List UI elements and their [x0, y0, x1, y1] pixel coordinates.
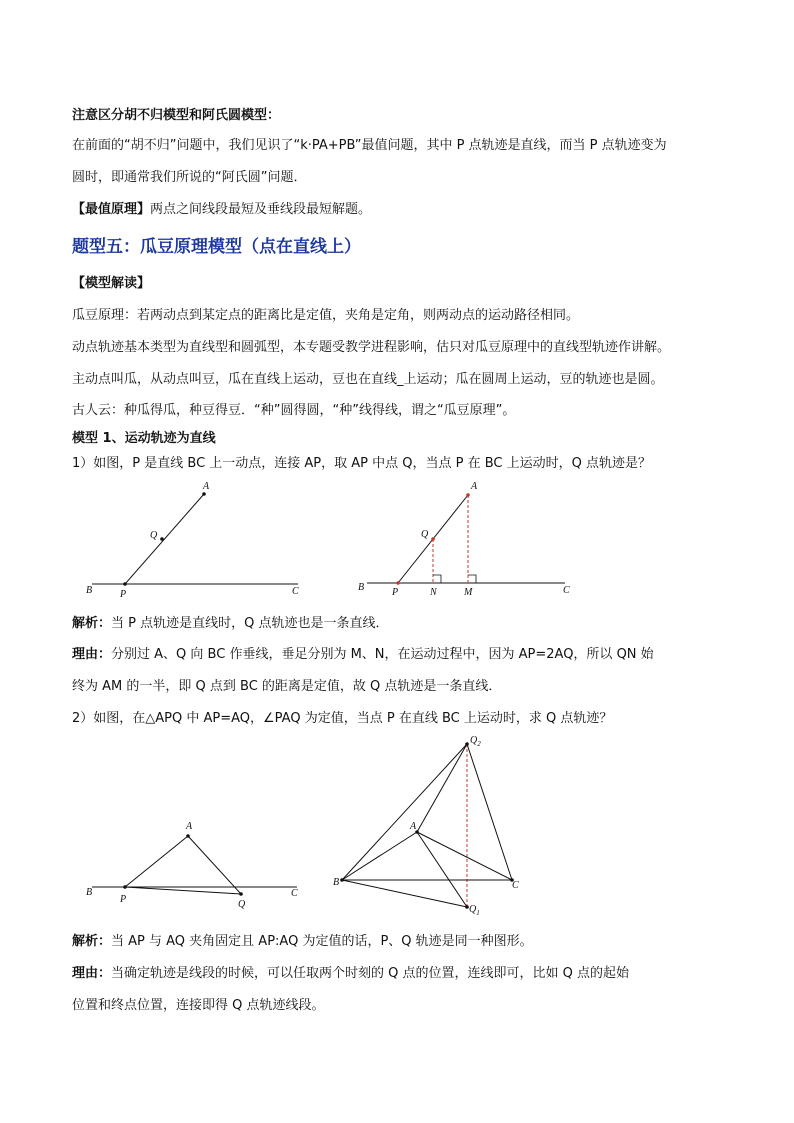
label-p: P [392, 587, 399, 598]
label-c: C [292, 586, 299, 597]
section-heading: 题型五：瓜豆原理模型（点在直线上） [72, 237, 361, 257]
label-q1: $Q_1$ [469, 904, 480, 917]
label-c: C [563, 585, 570, 596]
label-a: A [186, 821, 193, 832]
paragraph-line: 动点轨迹基本类型为直线型和圆弧型，本专题受教学进程影响，估只对瓜豆原理中的直线型轨迹作讲解。 [72, 340, 671, 355]
model-1-title: 模型 1、运动轨迹为直线 [72, 431, 216, 446]
label-m: M [464, 587, 473, 598]
label-b: B [358, 582, 365, 593]
label-q: Q [238, 899, 246, 910]
note-title: 注意区分胡不归模型和阿氏圆模型： [72, 108, 281, 123]
label-p: P [120, 894, 127, 905]
analysis-2 [72, 930, 533, 949]
label-n: N [430, 587, 437, 598]
reason-text: 分别过 A、Q 向 BC 作垂线，垂足分别为 M、N，在运动过程中，因为 AP=2AQ，所以 QN 始 [111, 647, 654, 662]
reason-label: 理由： [72, 966, 112, 981]
label-b: B [333, 877, 340, 888]
reason-text: 当确定轨迹是线段的时候，可以任取两个时刻的 Q 点的位置，连线即可，比如 Q 点的起始 [111, 966, 630, 981]
label-q: Q [421, 529, 429, 540]
paragraph-line: 瓜豆原理：若两动点到某定点的距离比是定值，夹角是定角，则两动点的运动路径相同。 [72, 308, 580, 323]
reason-2 [72, 962, 629, 981]
label-a: A [471, 481, 478, 492]
analysis-label: 解析： [72, 616, 112, 631]
label-c: C [512, 880, 519, 891]
analysis-1 [72, 612, 389, 631]
paragraph-line: 位置和终点位置，连接即得 Q 点轨迹线段。 [72, 998, 325, 1013]
label-q2: $Q_2$ [470, 735, 481, 748]
paragraph-line: 主动点叫瓜，从动点叫豆，瓜在直线上运动，豆也在直线_上运动；瓜在圆周上运动，豆的轨迹也是圆。 [72, 372, 664, 387]
label-b: B [86, 585, 93, 596]
question-1: 1）如图，P 是直线 BC 上一动点，连接 AP，取 AP 中点 Q，当点 P 在 BC 上运动时，Q 点轨迹是？ [72, 456, 652, 471]
analysis-text: 当 AP 与 AQ 夹角固定且 AP:AQ 为定值的话，P、Q 轨迹是同一种图形。 [111, 934, 533, 949]
paragraph-line: 圆时，即通常我们所说的“阿氏圆”问题． [72, 170, 307, 185]
paragraph-line: 终为 AM 的一半，即 Q 点到 BC 的距离是定值，故 Q 点轨迹是一条直线． [72, 679, 502, 694]
label-c: C [291, 888, 298, 899]
paragraph-line: 古人云：种瓜得瓜，种豆得豆．“种”圆得圆，“种”线得线，谓之“瓜豆原理”。 [72, 403, 516, 418]
label-p: P [120, 589, 127, 600]
analysis-label: 解析： [72, 934, 112, 949]
label-q: Q [150, 530, 158, 541]
principle-line [72, 198, 371, 217]
figure-3 [80, 815, 310, 910]
reason-1 [72, 643, 654, 662]
paragraph-line: 在前面的“胡不归”问题中，我们见识了“k·PA+PB”最值问题，其中 P 点轨迹是直线，而当 P 点轨迹变为 [72, 138, 667, 153]
reason-label: 理由： [72, 647, 112, 662]
principle-label: 【最值原理】 [72, 202, 151, 217]
figure-4 [330, 730, 540, 920]
principle-text: 两点之间线段最短及垂线段最短解题。 [150, 202, 372, 217]
label-a: A [410, 821, 417, 832]
analysis-text: 当 P 点轨迹是直线时，Q 点轨迹也是一条直线． [111, 616, 389, 631]
question-2: 2）如图，在△APQ 中 AP=AQ，∠PAQ 为定值，当点 P 在直线 BC 上运动时，求 Q 点轨迹？ [72, 711, 613, 726]
model-intro-label: 【模型解读】 [72, 276, 151, 291]
label-a: A [203, 481, 210, 492]
figure-2 [355, 475, 585, 605]
label-b: B [86, 887, 93, 898]
figure-1 [80, 475, 310, 605]
